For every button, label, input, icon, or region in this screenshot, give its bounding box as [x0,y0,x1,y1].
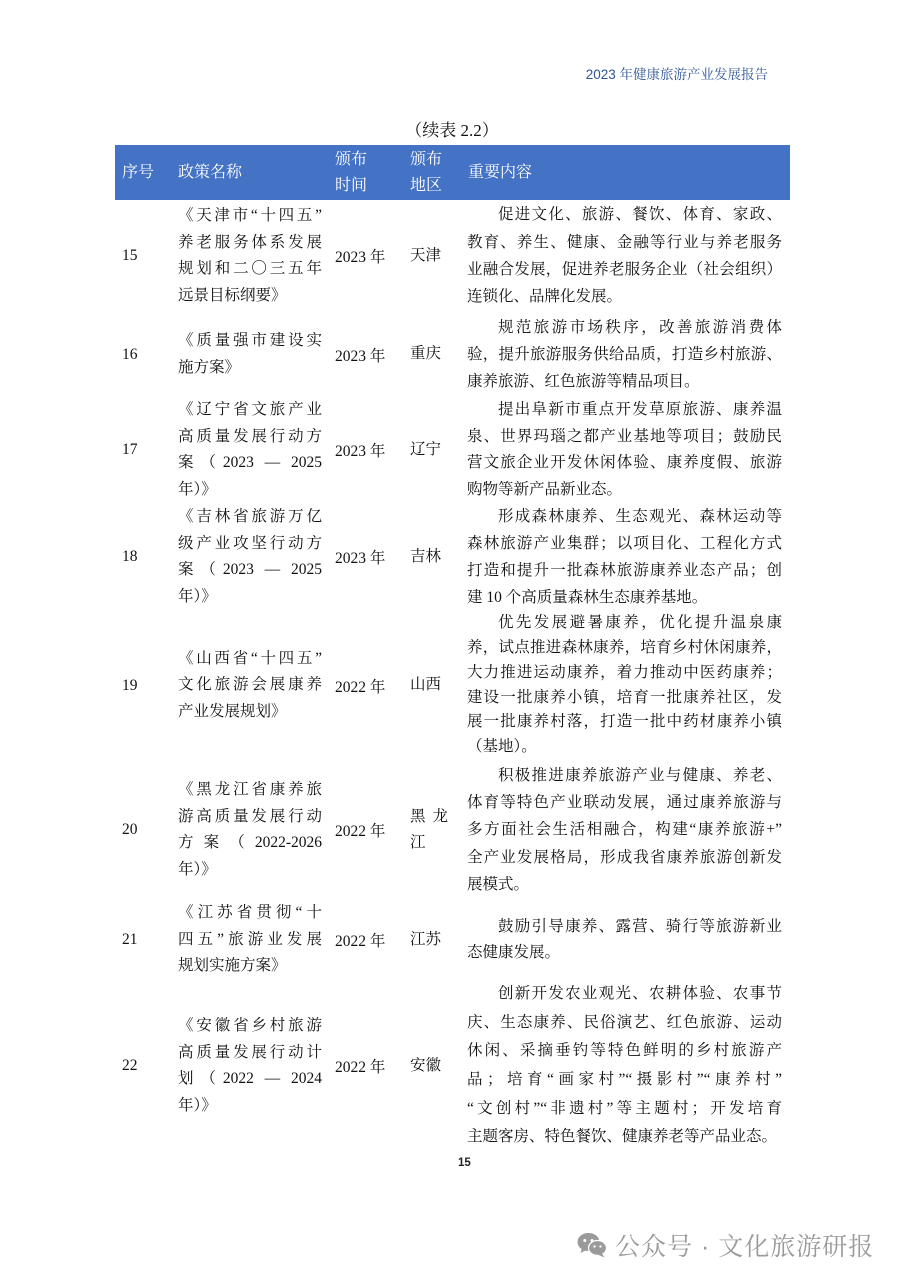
issue-region-line: 天津 [410,246,442,264]
issue-region-line: 吉林 [410,547,442,565]
issue-year-cell [330,312,400,397]
issue-year: 2022 年 [335,823,386,840]
policy-name-line: 年）》 [178,1096,217,1114]
issue-region-cell [400,397,455,503]
table-row [115,980,790,1153]
header-policy-name [165,145,330,200]
table-header [115,145,790,200]
policy-name-cell [165,397,330,503]
policy-name-line: 四五”旅游业发展 [178,930,322,948]
key-content-line: 鼓励引导康养、露营、骑行等旅游新业 [498,917,782,935]
policy-name-line: 施方案》 [178,358,241,376]
issue-region-cell [400,760,455,900]
policy-name-cell [165,200,330,312]
key-content-line: 养，试点推进森林康养，培育乡村休闲康养， [467,638,782,656]
header-issue-time [330,145,400,200]
issue-year-cell [330,611,400,760]
header-number-label: 序号 [122,163,155,181]
key-content-line: 验，提升旅游服务供给品质，打造乡村旅游、 [467,346,782,363]
policy-name-cell [165,312,330,397]
table-row [115,200,790,312]
policy-name-line: 年）》 [178,860,217,878]
table-header-row [115,145,790,200]
policy-name-line: 方案（2022-2026 [178,834,322,851]
key-content-line: 提出阜新市重点开发草原旅游、康养温 [498,401,782,418]
row-number-cell [115,760,165,900]
row-number-cell [115,200,165,312]
row-number: 22 [122,1057,138,1074]
issue-region-line: 山西 [410,676,442,694]
row-number-cell [115,980,165,1153]
table-row [115,760,790,900]
row-number-cell [115,503,165,611]
row-number-cell [115,312,165,397]
policy-name-line: 《天津市“十四五” [178,207,322,224]
key-content-line: 庆、生态康养、民俗演艺、红色旅游、运动 [467,1013,782,1031]
key-content-cell [455,980,790,1153]
policy-name-line: 《辽宁省文旅产业 [178,401,322,418]
key-content-line: 营文旅企业开发休闲体验、康养度假、旅游 [467,454,782,471]
policy-name-line: 《黑龙江省康养旅 [178,781,322,798]
header-key-content [455,145,790,200]
policy-name-line: 规划实施方案》 [178,957,287,974]
issue-region-line: 重庆 [410,345,442,363]
policy-name-line: 《山西省“十四五” [178,649,322,667]
issue-year: 2023 年 [335,347,386,365]
policy-name-line: 《江苏省贯彻“十 [178,904,322,921]
key-content-line: 优先发展避暑康养，优化提升温泉康 [498,614,782,632]
key-content-line: 打造和提升一批森林旅游康养业态产品；创 [467,562,782,579]
key-content-line: 展模式。 [467,875,530,893]
key-content-line: 建 10 个高质量森林生态康养基地。 [467,589,708,606]
key-content-line: 积极推进康养旅游产业与健康、养老、 [498,766,782,784]
issue-year-cell [330,760,400,900]
issue-region-cell [400,980,455,1153]
issue-year: 2023 年 [335,550,386,567]
wechat-icon [577,1232,607,1258]
key-content-line: 休闲、采摘垂钓等特色鲜明的乡村旅游产 [467,1042,782,1060]
key-content-line: 态健康发展。 [467,943,561,961]
policy-table [115,145,790,1153]
issue-region-cell [400,312,455,397]
table-caption: （续表 2.2） [405,121,499,140]
row-number: 18 [122,548,138,565]
row-number-cell [115,900,165,980]
policy-name-line: 划（2022 — 2024 [178,1070,322,1087]
key-content-line: 促进文化、旅游、餐饮、体育、家政、 [498,206,782,224]
issue-year: 2022 年 [335,678,386,696]
issue-region-cell [400,200,455,312]
issue-region-line: 辽宁 [410,440,442,458]
key-content-line: 多方面社会生活相融合，构建“康养旅游+” [467,821,782,839]
issue-year-cell [330,980,400,1153]
policy-name-line: 案（2023 — 2025 [178,454,322,471]
key-content-cell [455,900,790,980]
watermark [577,1228,874,1262]
header-number [115,145,165,200]
header-policy-name-label: 政策名称 [178,163,243,181]
row-number: 21 [122,930,138,948]
policy-name-line: 高质量发展行动计 [178,1043,322,1061]
key-content-cell [455,611,790,760]
table-row [115,503,790,611]
issue-year-cell [330,200,400,312]
policy-name-cell [165,980,330,1153]
key-content-line: 康养旅游、红色旅游等精品项目。 [467,373,700,390]
policy-name-line: 年）》 [178,587,217,605]
key-content-cell [455,200,790,312]
header-key-content-label: 重要内容 [468,163,533,181]
table-row [115,397,790,503]
row-number-cell [115,611,165,760]
issue-year-cell [330,397,400,503]
table-row [115,611,790,760]
key-content-line: 形成森林康养、生态观光、森林运动等 [498,508,782,525]
key-content-cell [455,312,790,397]
policy-name-line: 案（2023 — 2025 [178,561,322,578]
key-content-line: 规范旅游市场秩序，改善旅游消费体 [498,319,782,336]
row-number: 20 [122,821,138,838]
issue-region-line: 安徽 [410,1056,442,1074]
row-number: 15 [122,247,138,264]
header-issue-region-line: 地区 [410,176,443,194]
key-content-line: 业融合发展，促进养老服务企业（社会组织） [467,261,782,278]
policy-name-line: 级产业攻坚行动方 [178,534,322,552]
policy-name-line: 《吉林省旅游万亿 [178,508,322,525]
key-content-line: （基地）。 [467,738,537,756]
issue-year: 2023 年 [335,249,386,266]
header-issue-time-line: 时间 [335,176,368,194]
key-content-line: 主题客房、特色餐饮、健康养老等产品业态。 [467,1128,778,1146]
header-issue-region-line: 颁布 [410,150,443,168]
policy-name-line: 远景目标纲要》 [178,286,287,304]
issue-year-cell [330,503,400,611]
key-content-line: 泉、世界玛瑙之都产业基地等项目；鼓励民 [467,427,782,445]
issue-region-line: 江苏 [410,930,442,948]
key-content-line: 全产业发展格局，形成我省康养旅游创新发 [467,848,782,866]
watermark-text: 公众号 · 文化旅游研报 [615,1233,875,1261]
policy-name-cell [165,503,330,611]
page-number: 15 [458,1157,471,1169]
issue-year-cell [330,900,400,980]
key-content-line: 建设一批康养小镇，培育一批康养社区，发 [467,688,782,706]
key-content-line: 大力推进运动康养，着力推动中医药康养； [467,663,782,681]
key-content-line: “文创村”“非遗村”等主题村；开发培育 [467,1099,782,1117]
issue-region-cell [400,900,455,980]
policy-name-line: 产业发展规划》 [178,702,287,720]
key-content-line: 展一批康养村落，打造一批中药材康养小镇 [467,713,782,731]
policy-name-line: 《质量强市建设实 [178,332,322,349]
table-row [115,312,790,397]
header-issue-region [400,145,455,200]
policy-name-line: 规划和二〇三五年 [178,260,322,277]
policy-name-cell [165,611,330,760]
policy-name-line: 游高质量发展行动 [178,807,322,825]
running-head: 2023 年健康旅游产业发展报告 [585,67,768,82]
issue-year: 2022 年 [335,932,386,950]
key-content-line: 森林旅游产业集群；以项目化、工程化方式 [467,535,782,552]
issue-region-line: 江 [410,834,426,851]
issue-year: 2023 年 [335,443,386,460]
key-content-cell [455,760,790,900]
key-content-line: 购物等新产品新业态。 [467,480,623,498]
key-content-line: 教育、养生、健康、金融等行业与养老服务 [467,233,782,251]
issue-year: 2022 年 [335,1059,386,1076]
policy-name-line: 文化旅游会展康养 [178,676,322,694]
row-number: 16 [122,345,138,363]
policy-name-cell [165,760,330,900]
key-content-line: 创新开发农业观光、农耕体验、农事节 [498,985,782,1003]
table-row [115,900,790,980]
policy-name-line: 养老服务体系发展 [178,233,322,251]
issue-region-cell [400,503,455,611]
header-issue-time-line: 颁布 [335,150,368,168]
row-number-cell [115,397,165,503]
key-content-cell [455,397,790,503]
policy-name-line: 《安徽省乡村旅游 [178,1017,322,1034]
row-number: 17 [122,441,138,458]
policy-name-line: 年）》 [178,480,217,498]
key-content-line: 连锁化、品牌化发展。 [467,288,623,306]
issue-region-line: 黑龙 [410,807,448,825]
key-content-line: 品；培育“画家村”“摄影村”“康养村” [467,1071,782,1088]
row-number: 19 [122,676,138,694]
key-content-line: 体育等特色产业联动发展，通过康养旅游与 [467,794,782,812]
issue-region-cell [400,611,455,760]
policy-name-cell [165,900,330,980]
table-body [115,200,790,1153]
policy-name-line: 高质量发展行动方 [178,427,322,445]
key-content-cell [455,503,790,611]
